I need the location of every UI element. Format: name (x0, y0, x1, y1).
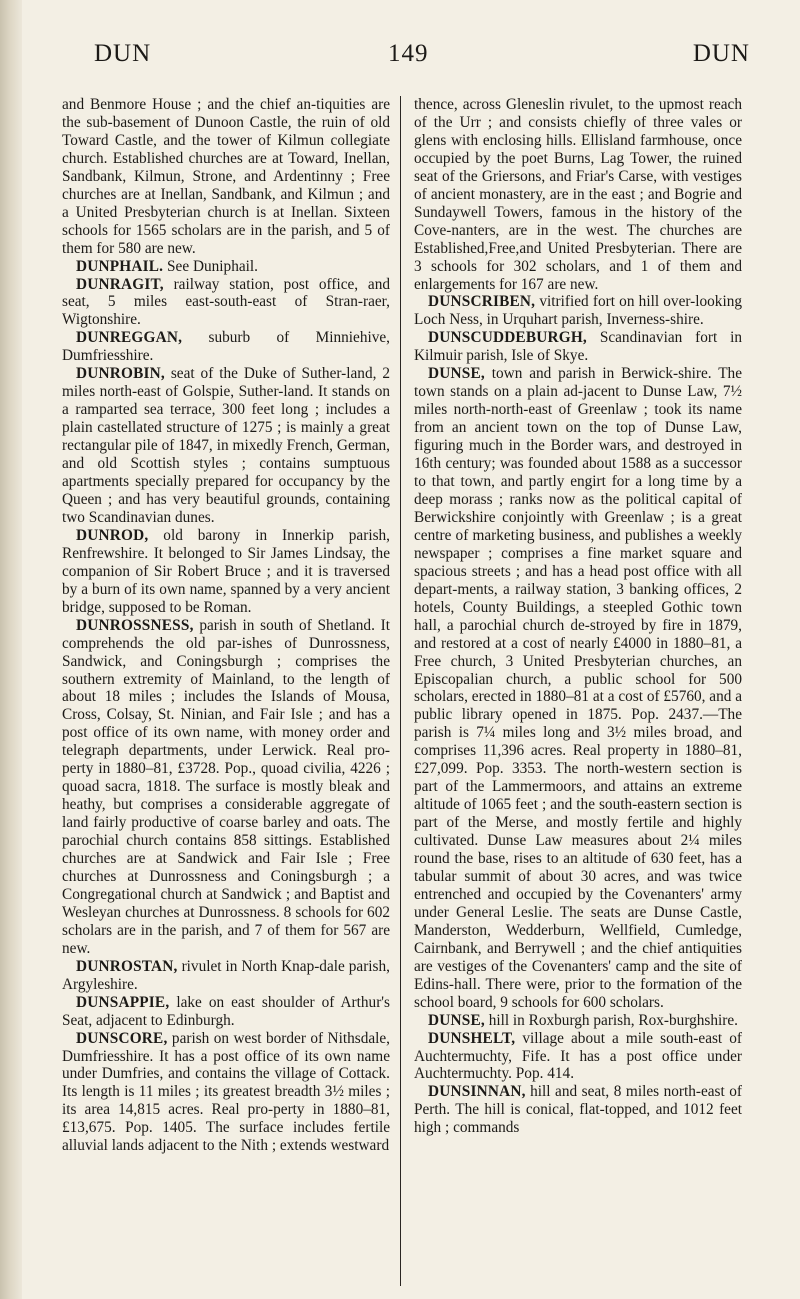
entry-headword: DUNROSSNESS, (76, 616, 194, 634)
entry-dunrostan (62, 958, 390, 994)
entry-text: railway station, post office, and seat, 5 miles east-south-east of Stran-raer, Wigtonshire. (62, 275, 390, 329)
entry-headword: DUNREGGAN, (76, 329, 183, 347)
entry-text: parish in south of Shetland. It comprehends the old par-ishes of Dunrossness, Sandwick, and Coningsburgh ; comprises the southern extremity of Mainland, to the length of about 18 miles ; includes the Islands of Mousa, Cross, Colsay, St. Ninian, and Fair Isle ; and has a post office of its own name, with money order and telegraph departments, under Lerwick. Real pro-perty in 1880–81, £3728. Pop., quoad civilia, 4226 ; quoad sacra, 1818. The surface is mostly bleak and heathy, but comprises a considerable aggregate of land fairly productive of coarse barley and oats. The parochial church contains 858 sittings. Established churches are at Sandwick and Fair Isle ; Free churches at Dunrossness and Coningsburgh ; a Congregational church at Sandwick ; and Baptist and Wesleyan churches at Dunrossness. 8 schools for 602 scholars are in the parish, and 7 of them for 567 are new. (62, 616, 390, 957)
entry-continuation (414, 96, 742, 293)
entry-headword: DUNROD, (76, 526, 149, 544)
entry-headword: DUNRAGIT, (76, 275, 164, 293)
page-binding-edge (0, 0, 22, 1299)
entry-headword: DUNROBIN, (76, 365, 165, 383)
entry-headword: DUNSE, (428, 365, 485, 383)
entry-dunphail (62, 258, 390, 276)
entry-dunrod (62, 527, 390, 617)
entry-text: hill and seat, 8 miles north-east of Perth. The hill is conical, flat-topped, and 1012 feet high ; commands (414, 1083, 742, 1137)
entry-dunsappie (62, 994, 390, 1030)
entry-headword: DUNSAPPIE, (76, 993, 170, 1011)
entry-headword: DUNROSTAN, (76, 957, 178, 975)
entry-text: village about a mile south-east of Auchtermuchty, Fife. It has a post office under Auchtermuchty. Pop. 414. (414, 1029, 742, 1083)
entry-text: thence, across Gleneslin rivulet, to the upmost reach of the Urr ; and consists chiefly of three vales or glens with enclosing hills. Ellisland farmhouse, once occupied by the poet Burns, Lag Tower, the ruined seat of the Griersons, and Friar's Carse, with vestiges of ancient monastery, are in the east ; and Bogrie and Sundaywell Towers, famous in the history of the Cove-nanters, are in the west. The churches are Established,Free,and United Presbyterian. There are 3 schools for 302 scholars, and 1 of them and enlargements for 167 are new. (414, 96, 742, 293)
entry-text: town and parish in Berwick-shire. The town stands on a plain ad-jacent to Dunse Law, 7½ miles north-north-east of Greenlaw ; took its name from an ancient town on the top of Dunse Law, figuring much in the Border wars, and destroyed in 16th century; was founded about 1588 as a successor to that town, and partly engirt for a long time by a deep morass ; ranks now as the political capital of Berwickshire conjointly with Greenlaw ; is a great centre of marketing business, and publishes a weekly newspaper ; comprises a fine market square and spacious streets ; and has a head post office with all depart-ments, a railway station, 3 banking offices, 2 hotels, County Buildings, a steepled Gothic town hall, a parochial church de-stroyed by fire in 1879, and restored at a cost of nearly £4000 in 1880–81, a Free church, 3 United Presbyterian churches, an Episcopalian church, a public school for 500 scholars, erected in 1880–81 at a cost of £5760, and a public library opened in 1875. Pop. 2437.—The parish is 7¼ miles long and 3½ miles broad, and comprises 11,396 acres. Real property in 1880–81, £27,099. Pop. 3353. The north-western section is part of the Lammermoors, and attains an extreme altitude of 1065 feet ; and the south-eastern section is part of the Merse, and mostly fertile and highly cultivated. Dunse Law measures about 2¼ miles round the base, rises to an altitude of 630 feet, has a tabular summit of about 30 acres, and was twice entrenched and occupied by the Covenanters' army under General Leslie. The seats are Dunse Castle, Manderston, Wedderburn, Wellfield, Cumledge, Cairnbank, and Berrywell ; and the chief antiquities are vestiges of the Covenanters' camp and the site of Edins-hall. There were, prior to the formation of the school board, 9 schools for 600 scholars. (414, 365, 742, 1011)
entry-text: vitrified fort on hill over-looking Loch Ness, in Urquhart parish, Inverness-shire. (414, 293, 742, 329)
entry-text: See Duniphail. (163, 257, 258, 275)
entry-dunse-hill (414, 1012, 742, 1030)
entry-headword: DUNSINNAN, (428, 1083, 526, 1101)
entry-headword: DUNSHELT, (428, 1029, 516, 1047)
column-divider (400, 96, 401, 1286)
entry-dunshelt (414, 1030, 742, 1084)
entry-text: rivulet in North Knap-dale parish, Argyleshire. (62, 957, 390, 993)
entry-dunreggan (62, 329, 390, 365)
entry-text: hill in Roxburgh parish, Rox-burghshire. (484, 1011, 738, 1029)
entry-dunscore (62, 1030, 390, 1156)
entry-headword: DUNSCORE, (76, 1029, 168, 1047)
entry-text: and Benmore House ; and the chief an-tiquities are the sub-basement of Dunoon Castle, the ruin of old Toward Castle, and the tower of Kilmun collegiate church. Established churches are at Toward, Inellan, Sandbank, Kilmun, Strone, and Ardentinny ; Free churches are at Inellan, Sandbank, and Kilmun ; and a United Presbyterian church is at Inellan. Sixteen schools for 1565 scholars are in the parish, and 5 of them for 580 are new. (62, 96, 390, 257)
entry-dunse-town (414, 365, 742, 1011)
entry-headword: DUNSCUDDEBURGH, (428, 329, 587, 347)
entry-dunrossness (62, 617, 390, 958)
entry-dunscuddeburgh (414, 329, 742, 365)
entry-text: seat of the Duke of Suther-land, 2 miles north-east of Golspie, Suther-land. It stands on a ramparted sea terrace, 300 feet long ; includes a plain castellated structure of 1275 ; is mainly a great rectangular pile of 1847, in mixedly French, German, and old Scottish styles ; contains sumptuous apartments specially prepared for occupancy by the Queen ; and has very beautiful grounds, containing two Scandinavian dunes. (62, 365, 390, 526)
running-header (60, 40, 750, 80)
entry-text: old barony in Innerkip parish, Renfrewshire. It belonged to Sir James Lindsay, the companion of Sir Robert Bruce ; and it is traversed by a burn of its own name, spanned by a very ancient bridge, supposed to be Roman. (62, 526, 390, 616)
entry-dunragit (62, 276, 390, 330)
entry-dunsinnan (414, 1083, 742, 1137)
header-left-catchword: DUN (94, 40, 152, 67)
page-number: 149 (388, 40, 429, 67)
entry-headword: DUNPHAIL. (76, 257, 164, 275)
entry-headword: DUNSCRIBEN, (428, 293, 536, 311)
entry-continuation (62, 96, 390, 258)
entry-dunrobin (62, 365, 390, 527)
header-right-catchword: DUN (692, 40, 750, 67)
left-column (62, 96, 390, 1155)
entry-text: suburb of Minniehive, Dumfriesshire. (62, 329, 390, 365)
entry-text: lake on east shoulder of Arthur's Seat, adjacent to Edinburgh. (62, 993, 390, 1029)
entry-text: parish on west border of Nithsdale, Dumfriesshire. It has a post office of its own name under Dumfries, and contains the village of Cottack. Its length is 11 miles ; its greatest breadth 3½ miles ; its area 14,815 acres. Real pro-perty in 1880–81, £13,675. Pop. 1405. The surface includes fertile alluvial lands adjacent to the Nith ; extends westward (62, 1029, 390, 1155)
entry-dunscriben (414, 293, 742, 329)
entry-text: Scandinavian fort in Kilmuir parish, Isle of Skye. (414, 329, 742, 365)
entry-headword: DUNSE, (428, 1011, 485, 1029)
right-column (414, 96, 742, 1137)
